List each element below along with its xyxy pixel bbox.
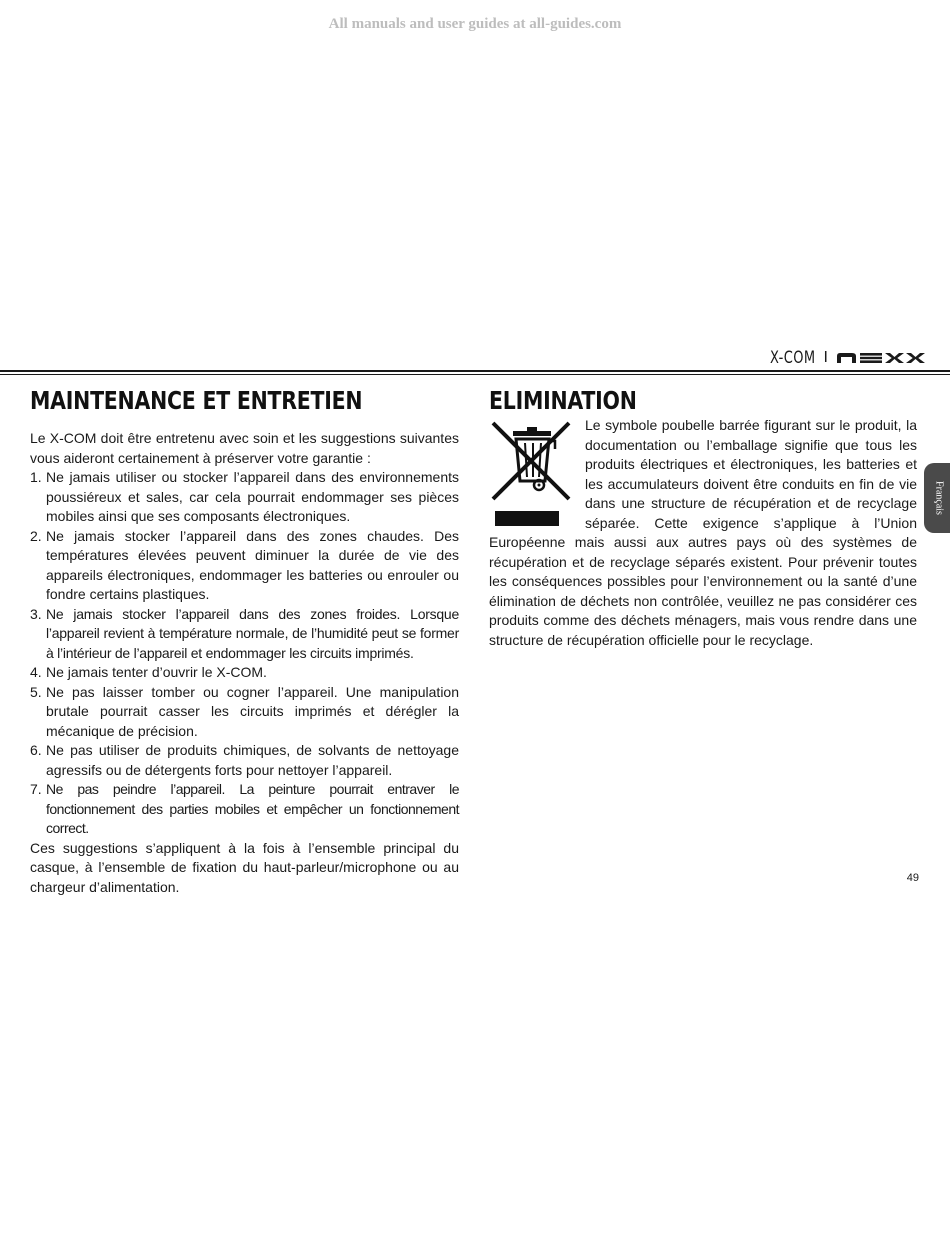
language-tab-label: Français (933, 481, 945, 515)
crossed-out-wheelie-bin-icon (489, 419, 577, 529)
header-rule-thick (0, 370, 950, 372)
list-text: Ne jamais utiliser ou stocker l’appareil dans des environnements poussiéreux et sales, car cela pourrait endommager ses pièces mobiles ainsi que ses composants électroniques. (46, 469, 459, 524)
list-number: 1. (30, 469, 42, 485)
list-number: 3. (30, 605, 42, 622)
elimination-section (489, 385, 917, 650)
list-number: 2. (30, 527, 42, 544)
product-name: X-COM (770, 348, 816, 368)
list-item (30, 683, 459, 742)
list-item (30, 780, 459, 839)
maintenance-title: MAINTENANCE ET ENTRETIEN (30, 386, 363, 415)
list-item (30, 741, 459, 780)
maintenance-intro: Le X-COM doit être entretenu avec soin et les suggestions suivantes vous aideront certainement à préserver votre garantie : (30, 430, 459, 466)
header-brand (762, 346, 928, 370)
list-text: Ne jamais stocker l’appareil dans des zones chaudes. Des températures élevées peuvent diminuer la durée de vie des appareils électroniques, endommager les batteries ou enrouler ou fondre certains plastiques. (46, 527, 459, 602)
nexx-logo (836, 352, 928, 364)
list-item (30, 663, 459, 683)
list-text: Ne pas laisser tomber ou cogner l’appareil. Une manipulation brutale pourrait casser les circuits imprimés et dérégler la mécanique de précision. (46, 683, 459, 739)
list-number: 5. (30, 683, 42, 700)
list-item (30, 527, 459, 605)
maintenance-section (30, 385, 459, 897)
elimination-text: Le symbole poubelle barrée figurant sur le produit, la documentation ou l’emballage signifie que tous les produits électriques et électroniques, les batteries et les accumulateurs doivent être conduits en fin de vie dans une structure de récupération et de recyclage séparée. Cette exigence s’applique à l’Union Européenne mais aussi aux autres pays où des systèmes de récupération et de recyclage séparés existent. Pour prévenir toutes les conséquences possibles pour l’environnement ou la santé d’une élimination de déchets non contrôlée, veuillez ne pas considérer ces produits comme des déchets ménagers, mais vous rendre dans une structure de récupération officielle pour le recyclage. (489, 417, 917, 648)
page-number: 49 (906, 872, 919, 884)
maintenance-list (30, 468, 459, 839)
list-number: 6. (30, 742, 42, 758)
brand-separator: I (823, 349, 828, 366)
list-number: 7. (30, 781, 42, 797)
watermark: All manuals and user guides at all-guides.com (328, 16, 622, 32)
list-text: Ne pas utiliser de produits chimiques, de solvants de nettoyage agressifs ou de détergents forts pour nettoyer l’appareil. (46, 742, 459, 778)
header-rule-thin (0, 374, 950, 375)
maintenance-closing: Ces suggestions s’appliquent à la fois à l’ensemble principal du casque, à l’ensemble de fixation du haut-parleur/microphone ou au chargeur d’alimentation. (30, 839, 459, 895)
list-text: Ne jamais tenter d’ouvrir le X-COM. (46, 664, 267, 680)
language-tab (924, 463, 950, 533)
list-item (30, 468, 459, 527)
list-item (30, 605, 459, 664)
list-text: Ne jamais stocker l’appareil dans des zones froides. Lorsque l’appareil revient à température normale, de l’humidité peut se former à l’intérieur de l’appareil et endommager les circuits imprimés. (46, 605, 459, 661)
list-number: 4. (30, 664, 42, 680)
elimination-title: ELIMINATION (489, 386, 637, 415)
list-text: Ne pas peindre l’appareil. La peinture pourrait entraver le fonctionnement des parties mobiles et empêcher un fonctionnement correct. (46, 781, 459, 836)
